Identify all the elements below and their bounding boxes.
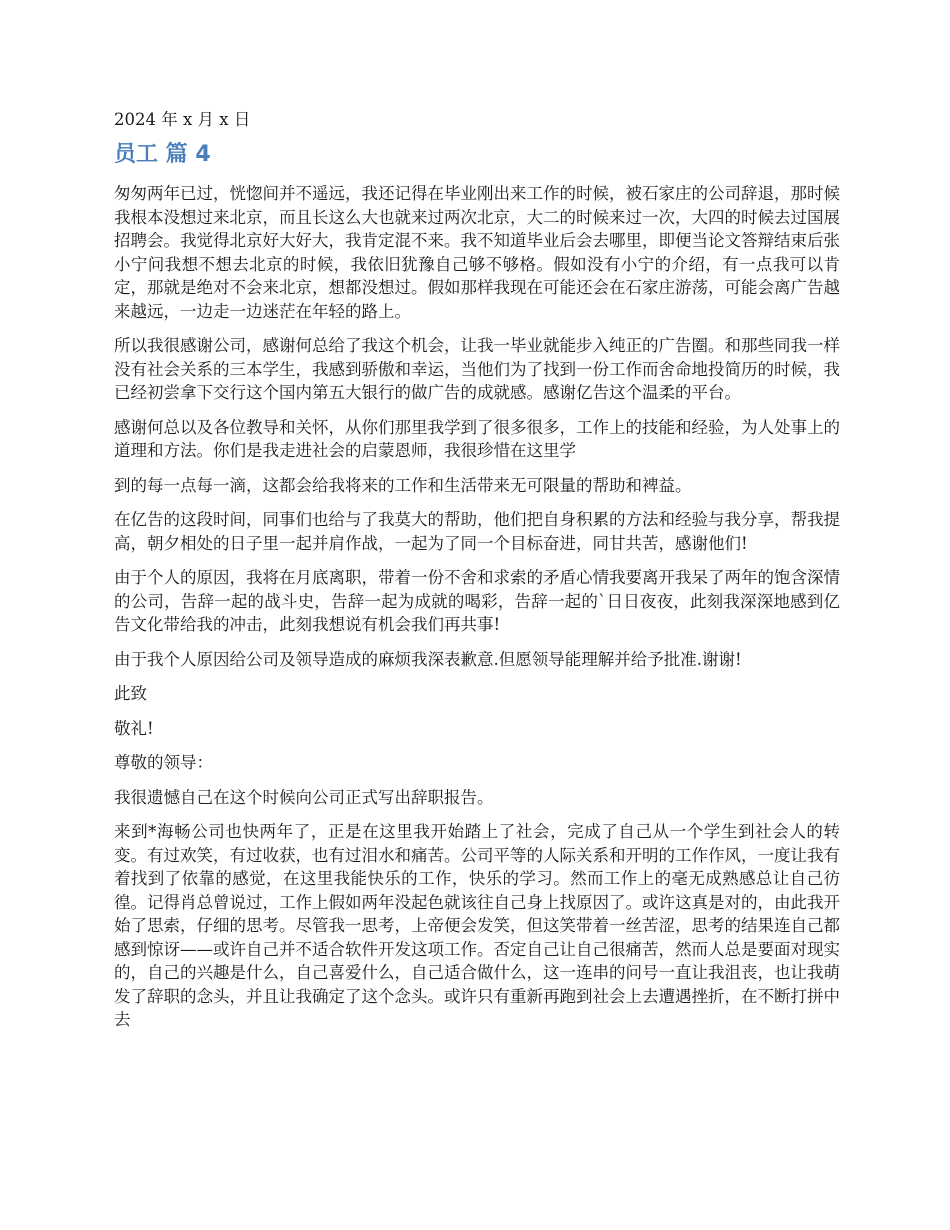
- section-heading: 员工 篇 4: [114, 142, 211, 167]
- paragraph: 由于个人的原因，我将在月底离职，带着一份不舍和求索的矛盾心情我要离开我呆了两年的饱含深情的公司，告辞一起的战斗史，告辞一起为成就的喝彩，告辞一起的`日日夜夜，此刻我深深地感到亿告文化带给我的冲击，此刻我想说有机会我们再共事!: [114, 568, 840, 634]
- closing-salutation: 此致: [114, 684, 147, 703]
- closing-regards: 敬礼!: [114, 718, 154, 738]
- paragraph: 在亿告的这段时间，同事们也给与了我莫大的帮助，他们把自身积累的方法和经验与我分享，帮我提高，朝夕相处的日子里一起并肩作战，一起为了同一个目标奋进，同甘共苦，感谢他们!: [114, 510, 840, 553]
- paragraph: 到的每一点每一滴，这都会给我将来的工作和生活带来无可限量的帮助和裨益。: [114, 475, 692, 495]
- paragraph: 匆匆两年已过，恍惚间并不遥远，我还记得在毕业刚出来工作的时候，被石家庄的公司辞退，那时候我根本没想过来北京，而且长这么大也就来过两次北京，大二的时候来过一次，大四的时候去过国展招聘会。我觉得北京好大好大，我肯定混不来。我不知道毕业后会去哪里，即便当论文答辩结束后张小宁问我想不想去北京的时候，我依旧犹豫自己够不够格。假如没有小宁的介绍，有一点我可以肯定，那就是绝对不会来北京，想都没想过。假如那样我现在可能还会在石家庄游荡，可能会离广告越来越远，一边走一边迷茫在年轻的路上。: [114, 184, 840, 321]
- paragraph: 来到*海畅公司也快两年了，正是在这里我开始踏上了社会，完成了自己从一个学生到社会人的转变。有过欢笑，有过收获，也有过泪水和痛苦。公司平等的人际关系和开明的工作作风，一度让我有着找到了依靠的感觉，在这里我能快乐的工作，快乐的学习。然而工作上的毫无成熟感总让自己彷徨。记得肖总曾说过，工作上假如两年没起色就该往自己身上找原因了。或许这真是对的，由此我开始了思索，仔细的思考。尽管我一思考，上帝便会发笑，但这笑带着一丝苦涩，思考的结果连自己都感到惊讶——或许自己并不适合软件开发这项工作。否定自己让自己很痛苦，然而人总是要面对现实的，自己的兴趣是什么，自己喜爱什么，自己适合做什么，这一连串的问号一直让我沮丧，也让我萌发了辞职的念头，并且让我确定了这个念头。或许只有重新再跑到社会上去遭遇挫折，在不断打拼中去: [114, 822, 840, 1029]
- paragraph: 所以我很感谢公司，感谢何总给了我这个机会，让我一毕业就能步入纯正的广告圈。和那些同我一样没有社会关系的三本学生，我感到骄傲和幸运，当他们为了找到一份工作而舍命地投简历的时候，我已经初尝拿下交行这个国内第五大银行的做广告的成就感。感谢亿告这个温柔的平台。: [114, 336, 840, 402]
- document-date: 2024 年 x 月 x 日: [114, 110, 251, 129]
- paragraph: 由于我个人原因给公司及领导造成的麻烦我深表歉意.但愿领导能理解并给予批准.谢谢!: [114, 649, 742, 669]
- paragraph: 我很遗憾自己在这个时候向公司正式写出辞职报告。: [114, 787, 494, 807]
- document-page: [114, 108, 840, 1043]
- paragraph: 感谢何总以及各位教导和关怀，从你们那里我学到了很多很多，工作上的技能和经验，为人处事上的道理和方法。你们是我走进社会的启蒙恩师，我很珍惜在这里学: [114, 417, 840, 460]
- letter-greeting: 尊敬的领导：: [114, 753, 213, 772]
